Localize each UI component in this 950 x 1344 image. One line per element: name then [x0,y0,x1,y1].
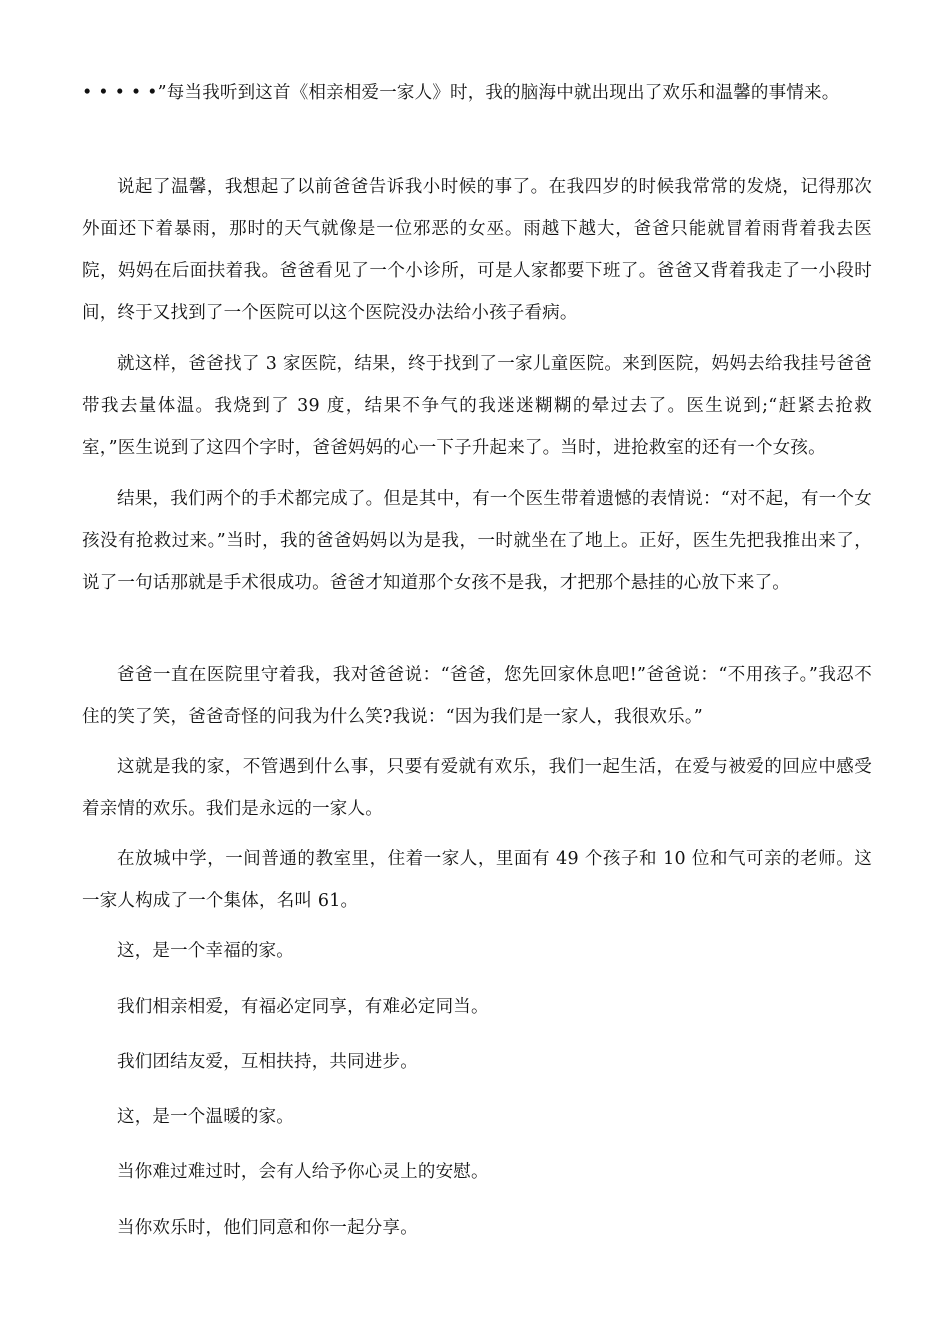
paragraph-1: • • • • •”每当我听到这首《相亲相爱一家人》时，我的脑海中就出现出了欢乐和温馨的事情来。 [82,83,840,103]
paragraph-5: 爸爸一直在医院里守着我，我对爸爸说：“爸爸，您先回家休息吧!”爸爸说：“不用孩子。”我忍不住的笑了笑，爸爸奇怪的问我为什么笑?我说：“因为我们是一家人，我很欢乐。” [82,665,872,727]
paragraph-9: 我们相亲相爱，有福必定同享，有难必定同当。 [117,997,489,1017]
paragraph-10: 我们团结友爱，互相扶持，共同进步。 [117,1052,418,1072]
paragraph-7: 在放城中学，一间普通的教室里，住着一家人，里面有 49 个孩子和 10 位和气可亲的老师。这一家人构成了一个集体，名叫 61。 [82,849,872,911]
paragraph-6: 这就是我的家，不管遇到什么事，只要有爱就有欢乐，我们一起生活，在爱与被爱的回应中感受着亲情的欢乐。我们是永远的一家人。 [82,757,872,819]
paragraph-11: 这，是一个温暖的家。 [117,1107,294,1127]
paragraph-13: 当你欢乐时，他们同意和你一起分享。 [117,1218,418,1238]
paragraph-8: 这，是一个幸福的家。 [117,941,294,961]
paragraph-3: 就这样，爸爸找了 3 家医院，结果，终于找到了一家儿童医院。来到医院，妈妈去给我挂号爸爸带我去量体温。我烧到了 39 度，结果不争气的我迷迷糊糊的晕过去了。医生说到;“赶紧去抢救室，”医生说到了这四个字时，爸爸妈妈的心一下子升起来了。当时，进抢救室的还有一个女孩。 [82,354,872,458]
paragraph-12: 当你难过难过时，会有人给予你心灵上的安慰。 [117,1162,489,1182]
paragraph-4: 结果，我们两个的手术都完成了。但是其中，有一个医生带着遗憾的表情说：“对不起，有一个女孩没有抢救过来。”当时，我的爸爸妈妈以为是我，一时就坐在了地上。正好，医生先把我推出来了，说了一句话那就是手术很成功。爸爸才知道那个女孩不是我，才把那个悬挂的心放下来了。 [82,489,872,593]
paragraph-2: 说起了温馨，我想起了以前爸爸告诉我小时候的事了。在我四岁的时候我常常的发烧，记得那次外面还下着暴雨，那时的天气就像是一位邪恶的女巫。雨越下越大，爸爸只能就冒着雨背着我去医院，妈妈在后面扶着我。爸爸看见了一个小诊所，可是人家都要下班了。爸爸又背着我走了一小段时间，终于又找到了一个医院可以这个医院没办法给小孩子看病。 [82,177,872,323]
